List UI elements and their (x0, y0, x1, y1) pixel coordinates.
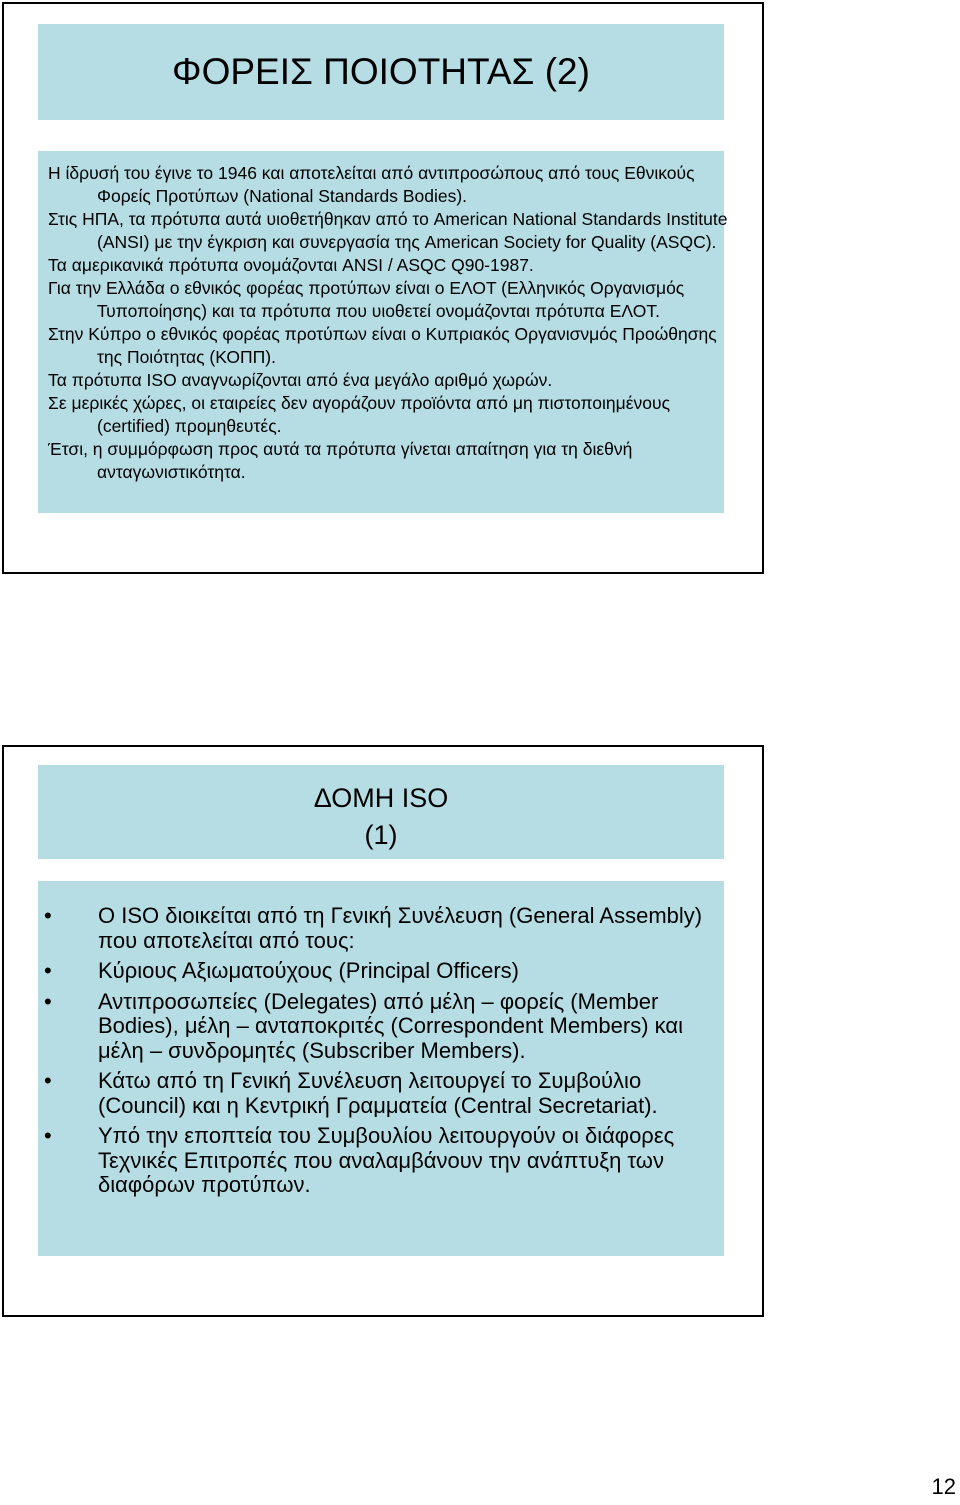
slide-1-title: ΦΟΡΕΙΣ ΠΟΙΟΤΗΤΑΣ (2) (172, 51, 590, 92)
list-item-text: Κύριους Αξιωματούχους (Principal Officers) (98, 958, 519, 983)
paragraph: Τα πρότυπα ISO αναγνωρίζονται από ένα μεγάλο αριθμό χωρών. (48, 370, 553, 390)
list-item (44, 1124, 720, 1198)
list-item (44, 990, 720, 1064)
bullet-icon: • (44, 903, 52, 928)
list-item (44, 904, 720, 953)
paragraph: Στις ΗΠΑ, τα πρότυπα αυτά υιοθετήθηκαν από το American National Standards Institute (ANSI) με την έγκριση και συνεργασία της American Society for Quality (ASQC). (48, 209, 728, 252)
slide-2-title-line-2: (1) (364, 820, 398, 850)
list-item-text: Κάτω από τη Γενική Συνέλευση λειτουργεί το Συμβούλιο (Council) και η Κεντρική Γραμματεία (Central Secretariat). (98, 1068, 658, 1118)
list-item-text: Υπό την εποπτεία του Συμβουλίου λειτουργούν οι διάφορες Τεχνικές Επιτροπές που αναλαμβάνουν την ανάπτυξη των διαφόρων προτύπων. (98, 1123, 675, 1197)
bullet-icon: • (44, 988, 52, 1014)
slide-2-bullet-list (44, 904, 720, 1204)
bullet-icon: • (44, 1068, 52, 1093)
list-item (44, 959, 720, 984)
slide-1-body (48, 162, 728, 484)
list-item-text: Αντιπροσωπείες (Delegates) από μέλη – φορείς (Member Bodies), μέλη – ανταποκριτές (Correspondent Members) και μέλη – συνδρομητές (Subscriber Members). (98, 988, 683, 1063)
slide-2-title (38, 780, 724, 854)
slide-2-title-line-1: ΔΟΜΗ ISO (313, 783, 449, 813)
paragraph: Για την Ελλάδα ο εθνικός φορέας προτύπων είναι ο ΕΛΟΤ (Ελληνικός Οργανισμός Τυποποίησης) και τα πρότυπα που υιοθετεί ονομάζονται πρότυπα ΕΛΟΤ. (48, 278, 685, 321)
bullet-icon: • (44, 958, 52, 983)
page-number: 12 (931, 1474, 956, 1499)
list-item-text: Ο ISO διοικείται από τη Γενική Συνέλευση (General Assembly) που αποτελείται από τους: (98, 903, 703, 953)
paragraph: Έτσι, η συμμόρφωση προς αυτά τα πρότυπα γίνεται απαίτηση για τη διεθνή ανταγωνιστικότητα. (48, 439, 633, 482)
slide-1-title-panel (38, 24, 724, 120)
bullet-icon: • (44, 1123, 52, 1148)
paragraph: Η ίδρυσή του έγινε το 1946 και αποτελείται από αντιπροσώπους από τους Εθνικούς Φορείς Προτύπων (National Standards Bodies). (48, 163, 695, 206)
paragraph: Σε μερικές χώρες, οι εταιρείες δεν αγοράζουν προϊόντα από μη πιστοποιημένους (certified) προμηθευτές. (48, 393, 671, 436)
list-item (44, 1069, 720, 1118)
paragraph: Τα αμερικανικά πρότυπα ονομάζονται ANSI / ASQC Q90-1987. (48, 255, 534, 275)
paragraph: Στην Κύπρο ο εθνικός φορέας προτύπων είναι ο Κυπριακός Οργανισνμός Προώθησης της Ποιότητας (ΚΟΠΠ). (48, 324, 717, 367)
